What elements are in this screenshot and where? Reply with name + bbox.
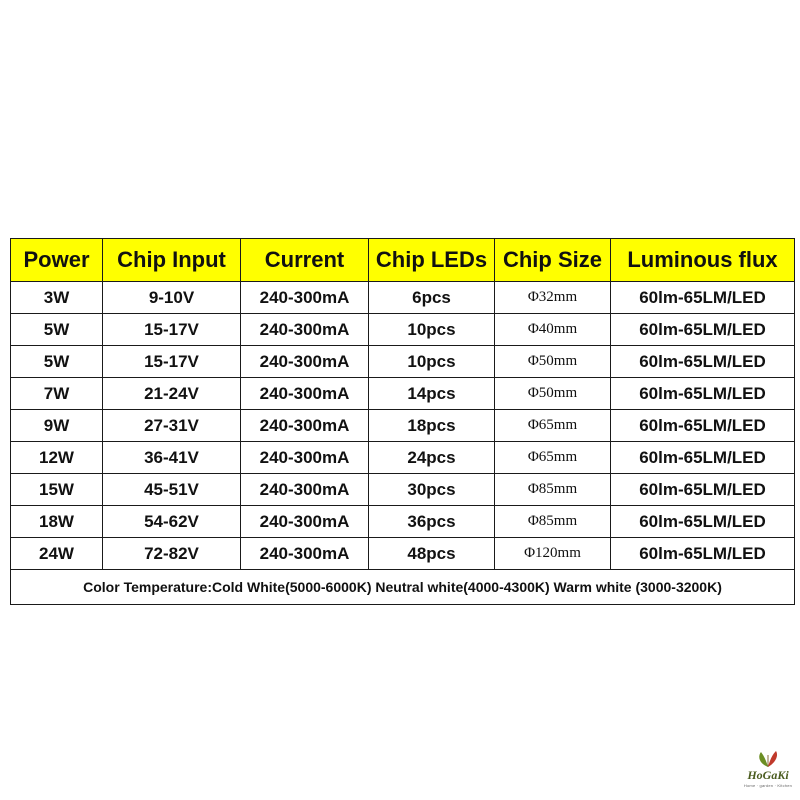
table-row <box>11 314 795 346</box>
cell-current: 240-300mA <box>241 378 369 410</box>
cell-chip-input: 21-24V <box>103 378 241 410</box>
cell-power: 24W <box>11 538 103 570</box>
cell-luminous-flux: 60lm-65LM/LED <box>611 282 795 314</box>
cell-chip-leds: 14pcs <box>369 378 495 410</box>
cell-chip-size: Φ85mm <box>495 506 611 538</box>
cell-chip-leds: 48pcs <box>369 538 495 570</box>
cell-chip-size: Φ85mm <box>495 474 611 506</box>
cell-chip-leds: 10pcs <box>369 346 495 378</box>
cell-chip-size: Φ120mm <box>495 538 611 570</box>
cell-power: 12W <box>11 442 103 474</box>
table-body <box>11 282 795 570</box>
logo-tagline: Home · garden · Kitchen <box>743 783 793 788</box>
color-temperature-note: Color Temperature:Cold White(5000-6000K) Neutral white(4000-4300K) Warm white (3000-3200K) <box>11 570 795 605</box>
table-row <box>11 538 795 570</box>
header-cell-chip-input: Chip Input <box>103 239 241 282</box>
table-row <box>11 474 795 506</box>
footer-row <box>11 570 795 605</box>
header-cell-chip-size: Chip Size <box>495 239 611 282</box>
cell-chip-size: Φ50mm <box>495 346 611 378</box>
cell-power: 5W <box>11 314 103 346</box>
cell-power: 3W <box>11 282 103 314</box>
cell-chip-size: Φ50mm <box>495 378 611 410</box>
cell-chip-input: 15-17V <box>103 314 241 346</box>
cell-chip-input: 36-41V <box>103 442 241 474</box>
cell-luminous-flux: 60lm-65LM/LED <box>611 314 795 346</box>
cell-luminous-flux: 60lm-65LM/LED <box>611 538 795 570</box>
cell-chip-leds: 24pcs <box>369 442 495 474</box>
cell-chip-leds: 10pcs <box>369 314 495 346</box>
logo-brand-text: HoGaKi <box>747 768 789 782</box>
leaf-icon <box>754 750 782 768</box>
table-row <box>11 282 795 314</box>
cell-chip-input: 27-31V <box>103 410 241 442</box>
cell-luminous-flux: 60lm-65LM/LED <box>611 378 795 410</box>
cell-power: 18W <box>11 506 103 538</box>
table-row <box>11 506 795 538</box>
cell-current: 240-300mA <box>241 410 369 442</box>
cell-chip-size: Φ32mm <box>495 282 611 314</box>
header-cell-current: Current <box>241 239 369 282</box>
cell-chip-leds: 36pcs <box>369 506 495 538</box>
cell-current: 240-300mA <box>241 346 369 378</box>
spec-table <box>10 238 795 605</box>
cell-power: 9W <box>11 410 103 442</box>
cell-chip-leds: 30pcs <box>369 474 495 506</box>
cell-chip-size: Φ40mm <box>495 314 611 346</box>
cell-chip-size: Φ65mm <box>495 442 611 474</box>
cell-luminous-flux: 60lm-65LM/LED <box>611 442 795 474</box>
table-row <box>11 410 795 442</box>
cell-chip-input: 72-82V <box>103 538 241 570</box>
cell-current: 240-300mA <box>241 506 369 538</box>
cell-chip-input: 9-10V <box>103 282 241 314</box>
cell-power: 15W <box>11 474 103 506</box>
cell-luminous-flux: 60lm-65LM/LED <box>611 474 795 506</box>
cell-current: 240-300mA <box>241 474 369 506</box>
header-cell-chip-leds: Chip LEDs <box>369 239 495 282</box>
cell-chip-leds: 6pcs <box>369 282 495 314</box>
cell-current: 240-300mA <box>241 314 369 346</box>
header-cell-luminous-flux: Luminous flux <box>611 239 795 282</box>
table-row <box>11 442 795 474</box>
cell-luminous-flux: 60lm-65LM/LED <box>611 506 795 538</box>
cell-chip-input: 45-51V <box>103 474 241 506</box>
cell-luminous-flux: 60lm-65LM/LED <box>611 346 795 378</box>
cell-luminous-flux: 60lm-65LM/LED <box>611 410 795 442</box>
cell-chip-leds: 18pcs <box>369 410 495 442</box>
cell-current: 240-300mA <box>241 538 369 570</box>
brand-logo <box>738 748 798 796</box>
table-row <box>11 378 795 410</box>
cell-chip-input: 54-62V <box>103 506 241 538</box>
table-row <box>11 346 795 378</box>
cell-current: 240-300mA <box>241 282 369 314</box>
cell-chip-size: Φ65mm <box>495 410 611 442</box>
cell-power: 7W <box>11 378 103 410</box>
header-row <box>11 239 795 282</box>
cell-current: 240-300mA <box>241 442 369 474</box>
header-cell-power: Power <box>11 239 103 282</box>
cell-power: 5W <box>11 346 103 378</box>
cell-chip-input: 15-17V <box>103 346 241 378</box>
